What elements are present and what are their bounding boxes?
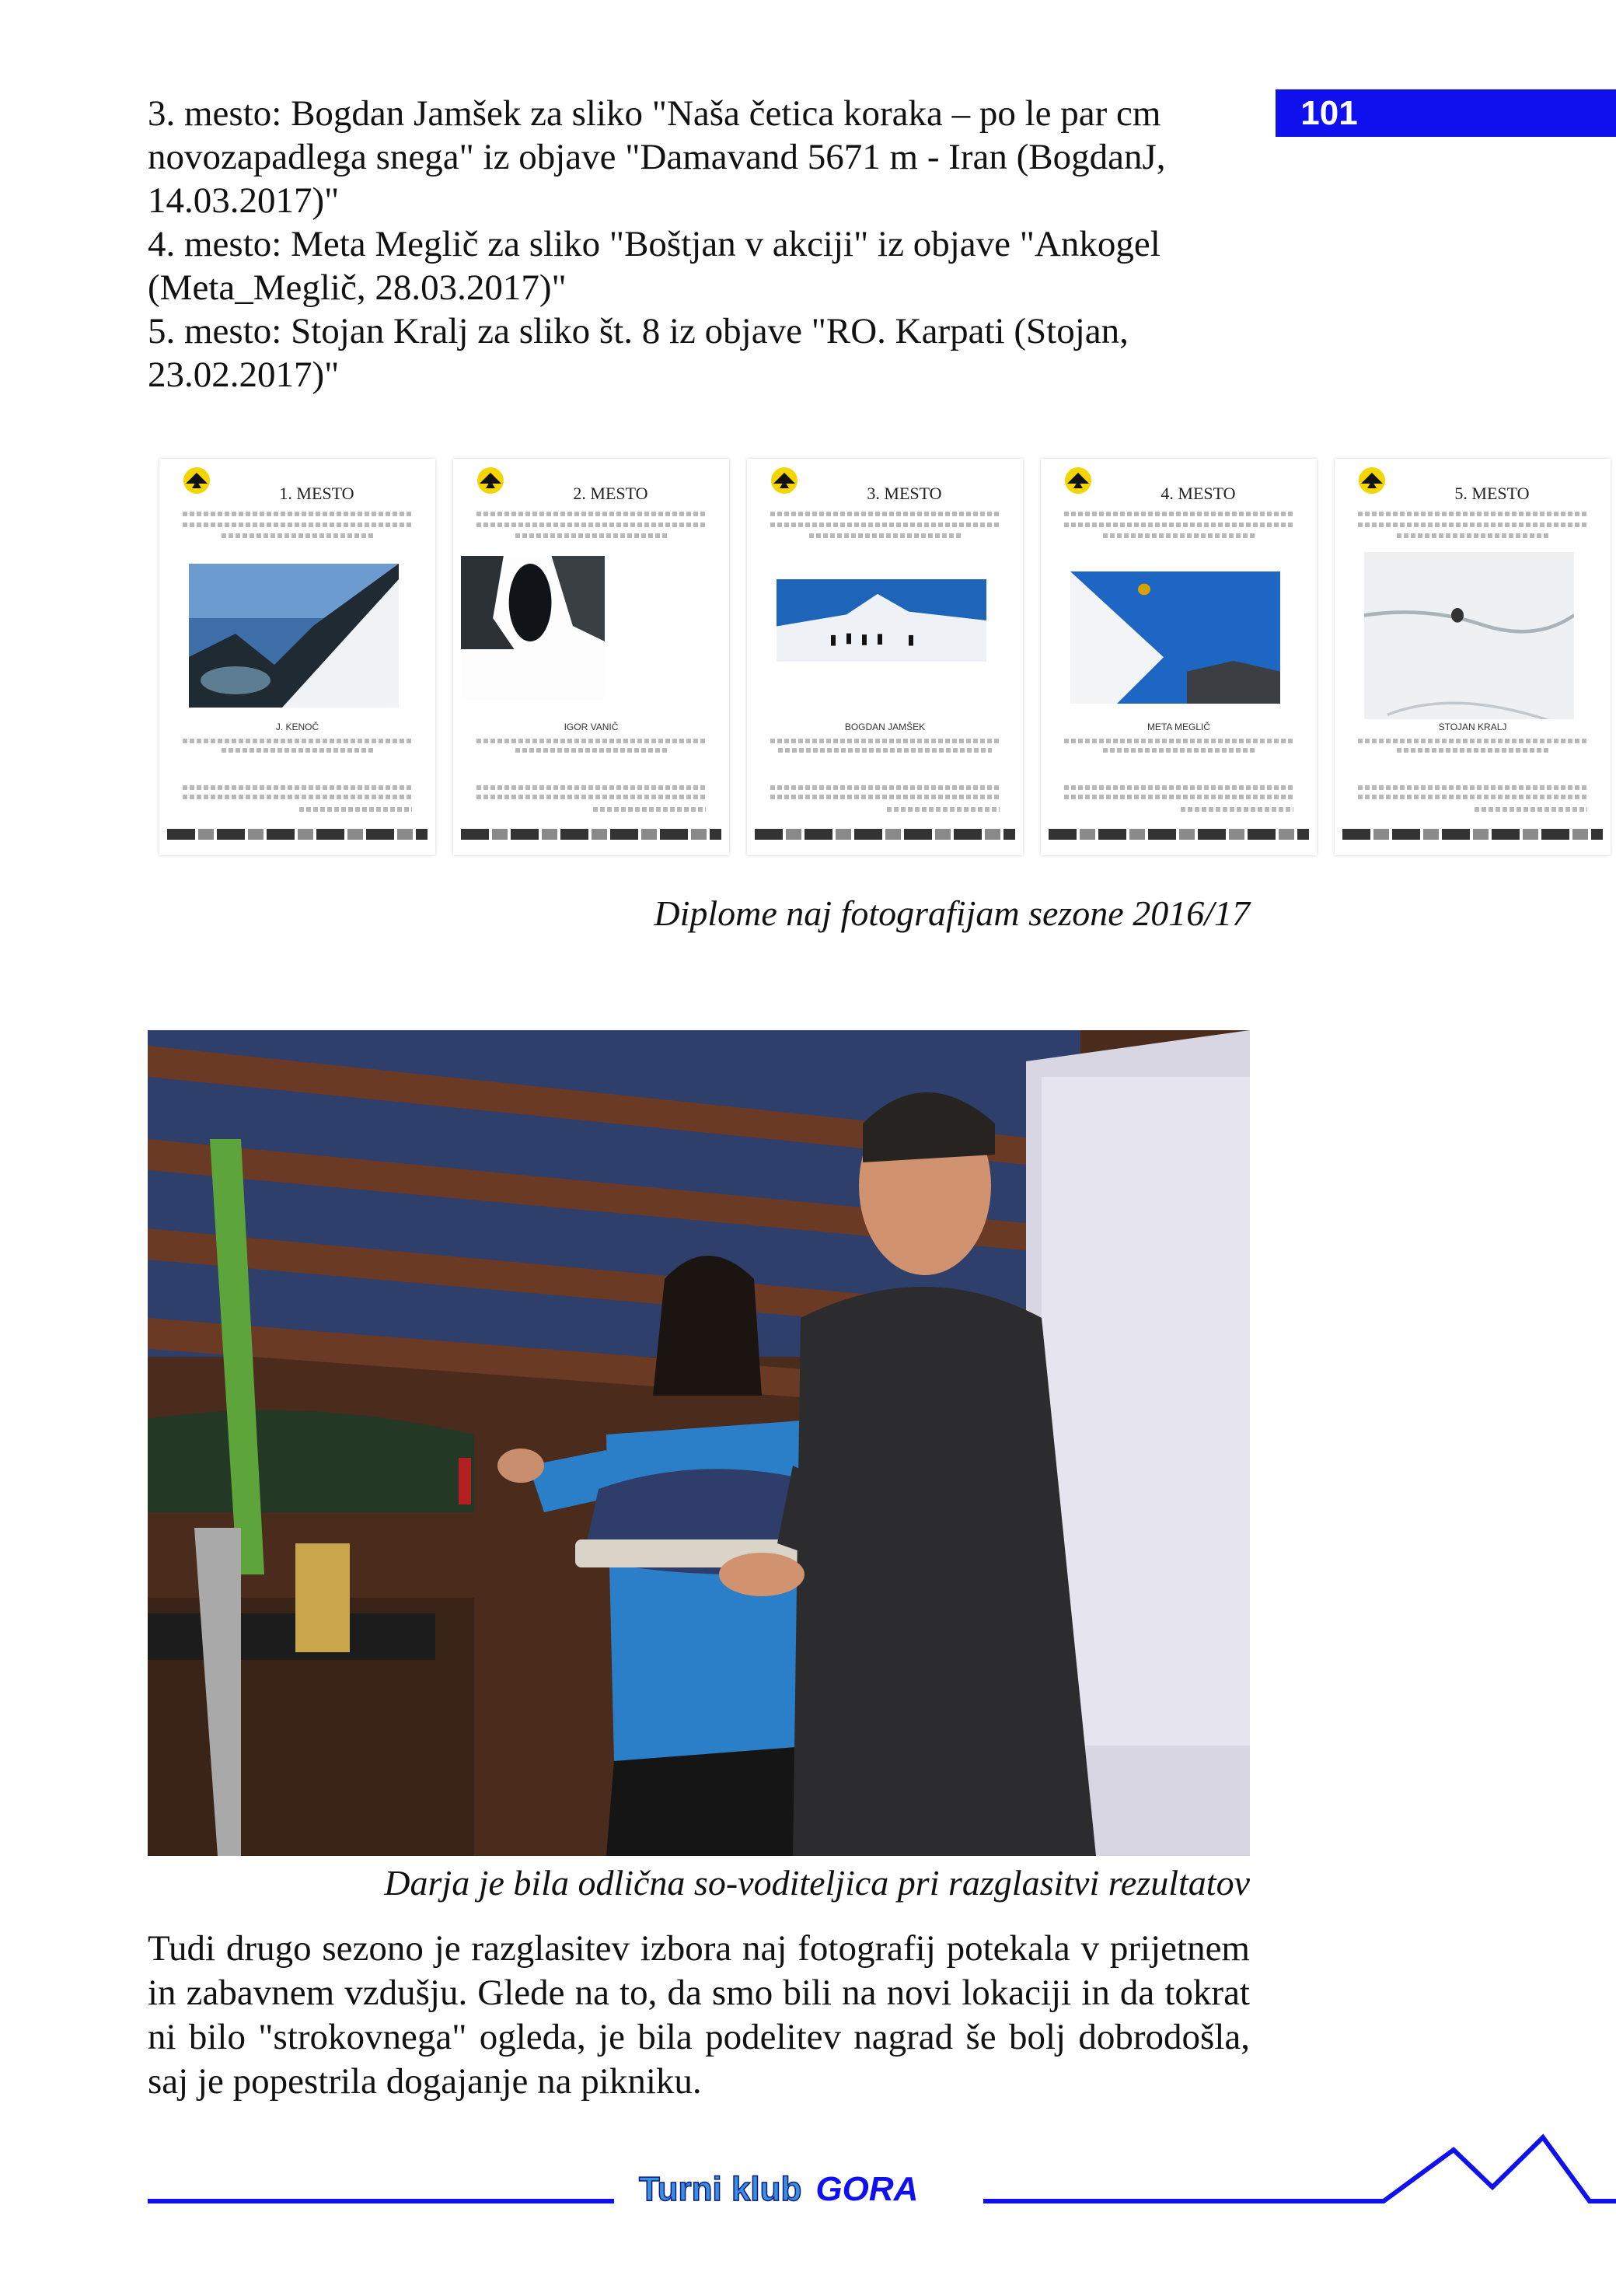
footer-line-right — [983, 2199, 1325, 2203]
diploma-photo — [777, 579, 986, 688]
diploma-winner: IGOR VANIČ — [564, 722, 619, 732]
sponsor-logos — [1342, 829, 1603, 840]
intro-line: 23.02.2017)" — [148, 355, 340, 395]
diploma-photo — [1070, 571, 1280, 704]
sponsor-logos — [1049, 829, 1309, 840]
intro-line: 14.03.2017)" — [148, 180, 340, 221]
sponsor-logos — [461, 829, 721, 840]
diploma-1 — [159, 459, 435, 855]
sponsor-logos — [755, 829, 1015, 840]
diploma-photo — [189, 564, 399, 708]
intro-line: 3. mesto: Bogdan Jamšek za sliko "Naša četica koraka – po le par cm — [148, 93, 1161, 134]
diploma-place: 1. MESTO — [279, 484, 354, 503]
club-brand — [639, 2165, 948, 2214]
mountain-icon — [1321, 2127, 1616, 2212]
brand-prefix: Turni klub — [639, 2170, 802, 2208]
diploma-5 — [1335, 459, 1611, 855]
diploma-winner: J. KENOČ — [275, 722, 319, 732]
diploma-place: 5. MESTO — [1454, 484, 1530, 503]
diploma-photo — [461, 556, 605, 700]
body-paragraph: Tudi drugo sezono je razglasitev izbora naj fotografij potekala v prijetnem in zabavnem vzdušju. Glede na to, da smo bili na novi lokaciji in da tokrat ni bilo "strokovnega" ogleda, je bila podelitev nagrad še bolj dobrodošla, saj je popestrila dogajanje na pikniku. — [148, 1928, 1250, 2102]
caption-photo: Darja je bila odlična so-voditeljica pri razglasitvi rezultatov — [384, 1863, 1250, 1903]
award-ceremony-photo — [148, 1030, 1250, 1856]
intro-line: novozapadlega snega" iz objave "Damavand 5671 m - Iran (BogdanJ, — [148, 137, 1166, 177]
diploma-winner: STOJAN KRALJ — [1438, 722, 1507, 732]
page-number: 101 — [1276, 89, 1616, 137]
diplomas-strip — [159, 459, 1597, 855]
diploma-winner: BOGDAN JAMŠEK — [844, 722, 926, 732]
footer-line-left — [148, 2199, 614, 2203]
intro-line: 5. mesto: Stojan Kralj za sliko št. 8 iz objave "RO. Karpati (Stojan, — [148, 311, 1129, 351]
diploma-3 — [747, 459, 1023, 855]
intro-line: (Meta_Meglič, 28.03.2017)" — [148, 267, 567, 308]
intro-line: 4. mesto: Meta Meglič za sliko "Boštjan v akciji" iz objave "Ankogel — [148, 224, 1161, 264]
diploma-2 — [453, 459, 729, 855]
diploma-photo — [1364, 552, 1574, 719]
brand-name: GORA — [815, 2170, 919, 2208]
diploma-place: 2. MESTO — [573, 484, 648, 503]
diploma-place: 4. MESTO — [1161, 484, 1236, 503]
diploma-4 — [1041, 459, 1317, 855]
sponsor-logos — [167, 829, 428, 840]
intro-text — [148, 92, 1251, 397]
diploma-place: 3. MESTO — [867, 484, 942, 503]
caption-diplomas: Diplome naj fotografijam sezone 2016/17 — [654, 893, 1250, 933]
diploma-winner: META MEGLIČ — [1147, 722, 1211, 732]
